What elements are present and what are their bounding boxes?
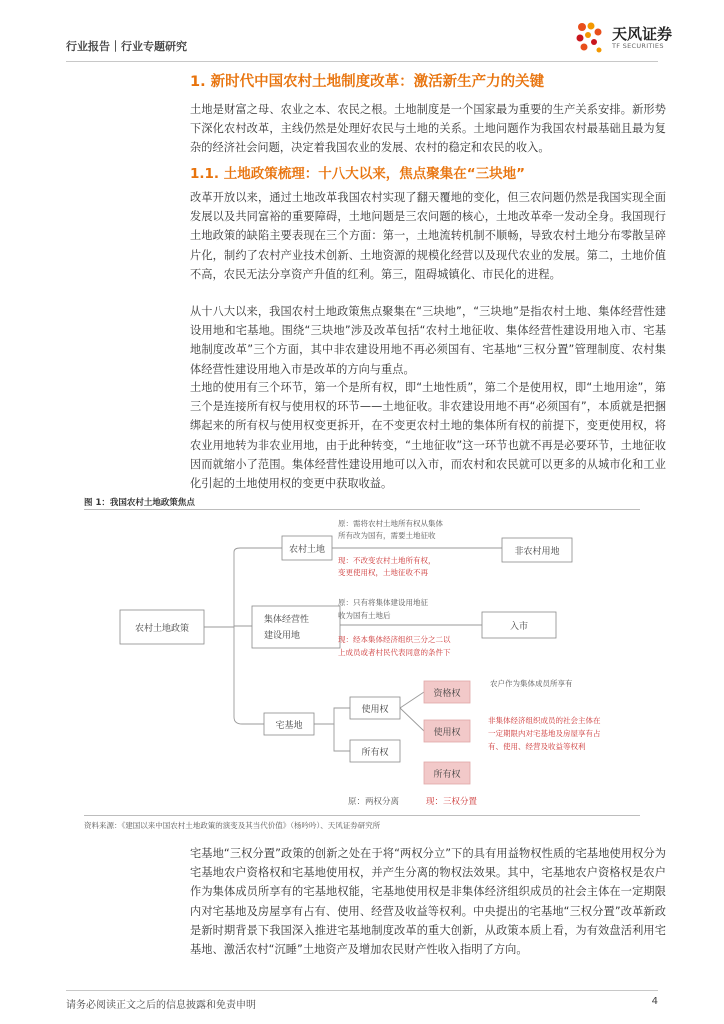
note-rural-original-1: 原：需将农村土地所有权从集体 — [338, 519, 443, 528]
node-collective-label-2: 建设用地 — [264, 631, 301, 641]
note-rural-now-2: 变更使用权，土地征收不再 — [338, 568, 428, 577]
node-market-label: 入市 — [509, 622, 529, 632]
figure-title: 图 1：我国农村土地政策焦点 — [84, 498, 195, 508]
logo-subtitle: TF SECURITIES — [611, 42, 664, 50]
section-1-1-title: 1.1. 土地政策梳理：十八大以来，焦点聚集在“三块地” — [190, 166, 525, 182]
logo-name: 天风证券 — [611, 25, 672, 43]
section-1-paragraph: 土地是财富之母、农业之本、农民之根。土地制度是一个国家最为重要的生产关系安排。新形势下深化农村改革，主线仍然是处理好农民与土地的关系。土地问题作为我国农村最基础且最为复杂的经济社会问题，决定着我国农业的发展、农村的稳定和农民的收入。 — [190, 103, 666, 155]
note-collective-now-1: 现：经本集体经济组织三分之二以 — [338, 635, 451, 644]
tf-securities-logo-icon — [572, 20, 608, 56]
node-use-right-2-label: 使用权 — [433, 728, 461, 738]
section-1-1-paragraph-3: 土地的使用有三个环节，第一个是所有权，即“土地性质”，第二个是使用权，即“土地用途”，第三个是连接所有权与使用权的环节——土地征收。非农建设用地不再“必须国有”，本质就是把捆绑起来的所有权与使用权变更拆开，在不变更农村土地的集体所有权的前提下，变更使用权，将农业用地转为非农业用地，由于此种转变，“土地征收”这一环节也就不再是必要环节，土地征收因而就缩小了范围。集体经营性建设用地可以入市，而农村和农民就可以更多的从城市化和工业化引起的土地使用权的变更中获取收益。 — [190, 381, 666, 491]
connector-home-to-use — [314, 708, 350, 724]
connector-home-to-own — [334, 724, 350, 751]
node-root-label: 农村土地政策 — [134, 624, 190, 634]
page-number: 4 — [651, 996, 658, 1007]
footer-divider — [66, 990, 658, 991]
note-collective-original-2: 收为国有土地后 — [338, 611, 391, 620]
note-qualification: 农户作为集体成员所享有 — [490, 679, 573, 688]
note-rural-original-2: 所有改为国有，需要土地征收 — [338, 531, 436, 540]
section-1-1-paragraph-1: 改革开放以来，通过土地改革我国农村实现了翻天覆地的变化，但三农问题仍然是我国实现全面发展以及共同富裕的重要障碍，土地问题是三农问题的核心，土地改革牵一发动全身。我国现行土地政策的缺陷主要表现在三个方面：第一，土地流转机制不顺畅，导致农村土地分布零散呈碎片化，制约了农村产业技术创新、土地资源的规模化经营以及现代农业的发展。第二，土地价值不高，农民无法分享资产升值的红利。第三，阻碍城镇化、市民化的进程。 — [190, 191, 666, 281]
note-use-right-2: 一定期限内对宅基地及房屋享有占 — [488, 729, 601, 738]
legend-now: 现：三权分置 — [426, 797, 478, 807]
note-use-right-3: 有、使用、经营及收益等权利 — [488, 742, 586, 751]
node-use-right-label: 使用权 — [361, 705, 389, 715]
note-rural-now-1: 现：不改变农村土地所有权， — [338, 556, 436, 565]
land-policy-diagram — [84, 508, 640, 813]
header-divider — [66, 61, 658, 62]
figure-bottom-rule — [84, 815, 640, 816]
note-collective-now-2: 上成员或者村民代表同意的条件下 — [338, 648, 451, 657]
note-use-right-1: 非集体经济组织成员的社会主体在 — [488, 716, 601, 725]
connector-use-to-use2 — [400, 708, 424, 731]
node-homestead-label: 宅基地 — [275, 721, 303, 731]
note-collective-original-1: 原：只有将集体建设用地征 — [338, 598, 428, 607]
report-category: 行业报告｜行业专题研究 — [66, 40, 187, 53]
connector-rural — [234, 548, 282, 552]
legend-original: 原：两权分离 — [348, 797, 400, 807]
section-1-1-paragraph-2: 从十八大以来，我国农村土地政策焦点聚集在“三块地”，“三块地”是指农村土地、集体经营性建设用地和宅基地。围绕“三块地”涉及改革包括“农村土地征收、集体经营性建设用地入市、宅基地制度改革”三个方面，其中非农建设用地不再必须国有、宅基地“三权分置”管理制度、农村集体经营性建设用地入市是改革的方向与重点。 — [190, 305, 666, 376]
brand-logo — [572, 20, 672, 56]
connector-homestead — [234, 717, 264, 724]
section-1-title: 1. 新时代中国农村土地制度改革：激活新生产力的关键 — [190, 74, 545, 90]
node-collective-land — [252, 606, 340, 648]
connector-use-to-qual — [400, 692, 424, 708]
node-non-rural-label: 非农村用地 — [514, 547, 560, 557]
disclaimer-link[interactable]: 请务必阅读正文之后的信息披露和免责申明 — [66, 1000, 256, 1011]
node-ownership-2-label: 所有权 — [433, 770, 461, 780]
node-rural-land-label: 农村土地 — [288, 545, 326, 555]
node-qualification-label: 资格权 — [433, 689, 461, 699]
homestead-reform-paragraph: 宅基地“三权分置”政策的创新之处在于将“两权分立”下的具有用益物权性质的宅基地使用权分为宅基地农户资格权和宅基地使用权，并产生分离的物权法效果。其中，宅基地农户资格权是农户作为集体成员所享有的宅基地权能，宅基地使用权是非集体经济组织成员的社会主体在一定期限内对宅基地及房屋享有占有、使用、经营及收益等权利。中央提出的宅基地“三权分置”改革新政是新时期背景下我国深入推进宅基地制度改革的重大创新，从政策本质上看，为有效盘活利用宅基地、激活农村“沉睡”土地资产及增加农民财产性收入指明了方向。 — [190, 847, 666, 957]
figure-source: 资料来源：《建国以来中国农村土地政策的演变及其当代价值》（杨吟吟）、天风证券研究所 — [84, 821, 381, 830]
node-ownership-label: 所有权 — [361, 748, 389, 758]
node-collective-label-1: 集体经营性 — [264, 615, 310, 625]
